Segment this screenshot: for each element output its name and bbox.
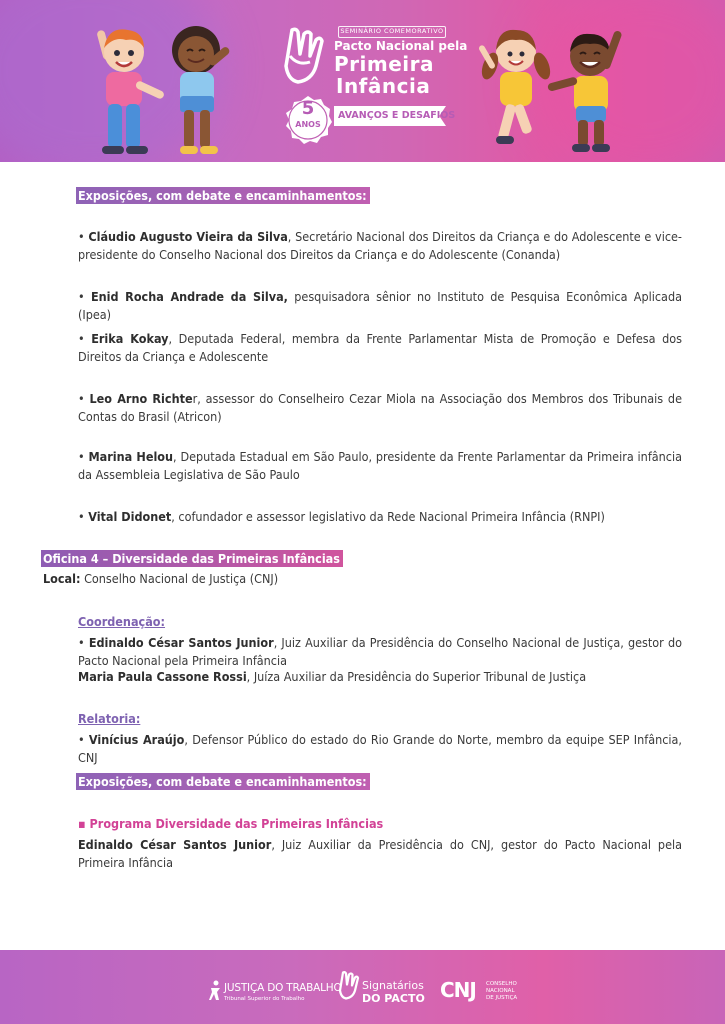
pacto-line: Pacto Nacional pela xyxy=(334,39,468,53)
speaker-item: • Leo Arno Richter, assessor do Conselheiro Cezar Miola na Associação dos Membros dos Tribunais de Contas do Brasil (Atricon) xyxy=(78,391,682,424)
kids-illustration-right xyxy=(472,14,637,158)
speaker-role: , Deputada Estadual em São Paulo, presidente da Frente Parlamentar da Primeira infância da Assembleia Legislativa de São Paulo xyxy=(78,449,682,482)
speaker-name: Marina Helou xyxy=(88,449,174,464)
section1-heading: Exposições, com debate e encaminhamentos: xyxy=(76,187,370,204)
rel-name: Vinícius Araújo xyxy=(88,732,185,747)
local-label: Local: xyxy=(43,571,81,586)
ribbon-text: AVANÇOS E DESAFIOS xyxy=(338,110,456,121)
coordenacao-item: • Edinaldo César Santos Junior, Juiz Auxiliar da Presidência do Conselho Nacional de Justiça, gestor do Pacto Nacional pela Primeira Infância xyxy=(78,635,682,668)
coord-role: , Juiz Auxiliar da Presidência do Conselho Nacional de Justiça, gestor do Pacto Nacional pela Primeira Infância xyxy=(78,635,682,668)
programa-title-text: Programa Diversidade das Primeiras Infâncias xyxy=(89,816,384,831)
speaker-name: Vital Didonet xyxy=(88,509,172,524)
do-pacto-text: DO PACTO xyxy=(362,992,425,1005)
speaker-role: , Deputada Federal, membra da Frente Parlamentar Mista de Promoção e Defesa dos Direitos da Criança e Adolescente xyxy=(78,331,682,364)
primeira-title: Primeira xyxy=(334,52,434,76)
speaker-item: • Cláudio Augusto Vieira da Silva, Secretário Nacional dos Direitos da Criança e do Adolescente e vice-presidente do Conselho Nacional dos Direitos da Criança e do Adolescente (Conanda) xyxy=(78,229,682,262)
speaker-role: pesquisadora sênior no Instituto de Pesquisa Econômica Aplicada (Ipea) xyxy=(78,289,682,322)
section2-heading: Exposições, com debate e encaminhamentos: xyxy=(76,773,370,790)
coordenacao-label: Coordenação: xyxy=(78,614,166,629)
cnj-mark: CNJ xyxy=(440,978,476,1002)
oficina-title: Oficina 4 – Diversidade das Primeiras Infâncias xyxy=(41,550,343,567)
justica-sub: Tribunal Superior do Trabalho xyxy=(224,996,305,1002)
speaker-item: • Vital Didonet, cofundador e assessor legislativo da Rede Nacional Primeira Infância (RNPI) xyxy=(78,509,605,524)
cnj-line3: DE JUSTIÇA xyxy=(486,995,518,1001)
header-banner xyxy=(0,0,725,162)
programa-title: ▪ Programa Diversidade das Primeiras Infâncias xyxy=(78,816,384,831)
coord-role: , Juíza Auxiliar da Presidência do Superior Tribunal de Justiça xyxy=(246,669,587,684)
cnj-line2: NACIONAL xyxy=(486,988,515,994)
speaker-name: Erika Kokay xyxy=(91,331,169,346)
rel-role: , Defensor Público do estado do Rio Grande do Norte, membro da equipe SEP Infância, CNJ xyxy=(78,732,682,765)
coord-name: Maria Paula Cassone Rossi xyxy=(78,669,247,684)
speaker-item: • Enid Rocha Andrade da Silva, pesquisadora sênior no Instituto de Pesquisa Econômica Aplicada (Ipea) xyxy=(78,289,682,322)
speaker-name: Enid Rocha Andrade da Silva, xyxy=(90,289,288,304)
seminar-label: SEMINÁRIO COMEMORATIVO xyxy=(340,27,444,35)
badge-number: 5 xyxy=(301,98,315,119)
infancia-title: Infância xyxy=(336,74,431,98)
local-value: Conselho Nacional de Justiça (CNJ) xyxy=(80,571,279,586)
badge-word: ANOS xyxy=(295,120,321,129)
coordenacao-item xyxy=(78,668,682,686)
relatoria-label: Relatoria: xyxy=(78,711,141,726)
relatoria-item: • Vinícius Araújo, Defensor Público do estado do Rio Grande do Norte, membro da equipe SEP Infância, CNJ xyxy=(78,732,682,765)
kids-illustration-left xyxy=(88,12,238,158)
justica-title: JUSTIÇA DO TRABALHO xyxy=(224,982,342,994)
programa-role: , Juiz Auxiliar da Presidência do CNJ, gestor do Pacto Nacional pela Primeira Infância xyxy=(78,837,683,870)
signatarios-hands-icon xyxy=(338,970,362,1002)
programa-item xyxy=(78,836,682,872)
speaker-role: r, assessor do Conselheiro Cezar Miola na Associação dos Membros dos Tribunais de Contas do Brasil (Atricon) xyxy=(78,391,682,424)
signatarios-text: Signatários xyxy=(362,979,424,992)
oficina-local xyxy=(43,570,647,588)
footer-banner xyxy=(0,950,725,1024)
justica-figure-icon xyxy=(208,980,222,1002)
speaker-item: • Marina Helou, Deputada Estadual em São Paulo, presidente da Frente Parlamentar da Primeira infância da Assembleia Legislativa de São Paulo xyxy=(78,449,682,482)
speaker-item: • Erika Kokay, Deputada Federal, membra da Frente Parlamentar Mista de Promoção e Defesa dos Direitos da Criança e Adolescente xyxy=(78,331,682,364)
speaker-name: Leo Arno Richte xyxy=(89,391,193,406)
hands-logo-icon xyxy=(282,26,330,88)
cnj-line1: CONSELHO xyxy=(486,981,517,987)
speaker-name: Cláudio Augusto Vieira da Silva xyxy=(88,229,288,244)
speaker-role: , cofundador e assessor legislativo da Rede Nacional Primeira Infância (RNPI) xyxy=(171,509,605,524)
programa-name: Edinaldo César Santos Junior xyxy=(78,837,272,852)
speaker-role: , Secretário Nacional dos Direitos da Criança e do Adolescente e vice-presidente do Conselho Nacional dos Direitos da Criança e do Adolescente (Conanda) xyxy=(78,229,682,262)
page-content xyxy=(0,162,725,950)
coord-name: Edinaldo César Santos Junior xyxy=(88,635,274,650)
